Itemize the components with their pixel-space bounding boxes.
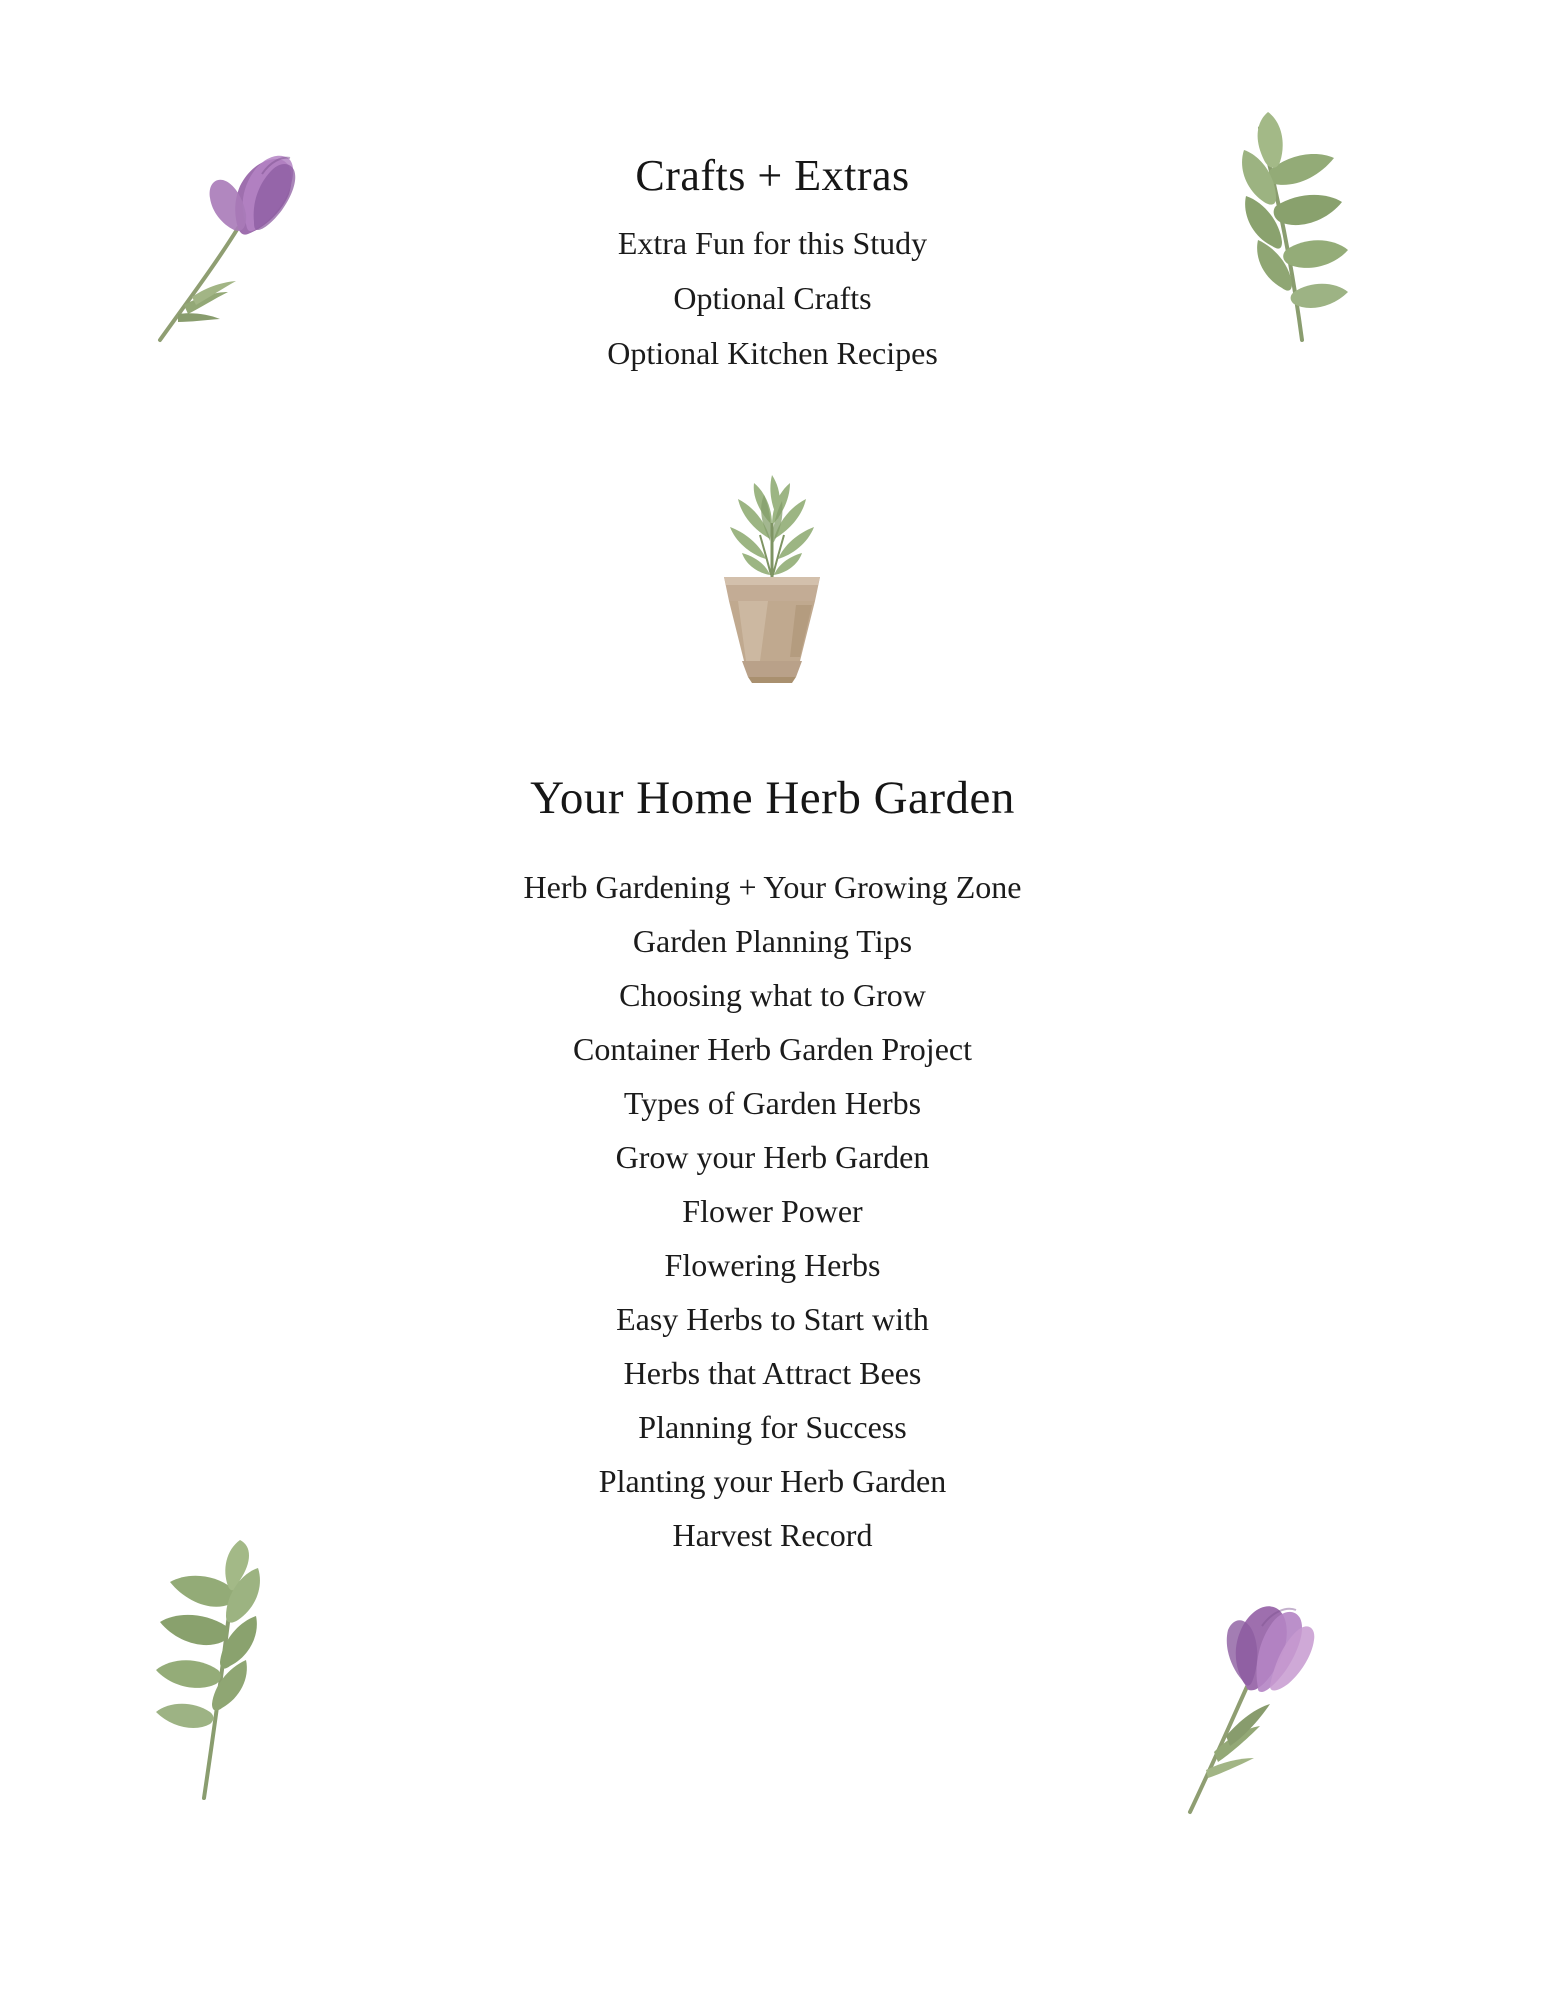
herb-garden-section xyxy=(0,770,1545,1562)
herb-garden-list-item: Easy Herbs to Start with xyxy=(616,1301,929,1337)
herb-garden-list-item: Grow your Herb Garden xyxy=(615,1139,930,1175)
herb-garden-list-item: Garden Planning Tips xyxy=(632,923,913,959)
crafts-section-title: Crafts + Extras xyxy=(635,151,910,200)
herb-garden-list-item: Herb Gardening + Your Growing Zone xyxy=(523,869,1022,905)
purple-flower-illustration xyxy=(1170,1540,1350,1820)
crafts-list-item: Extra Fun for this Study xyxy=(617,225,928,261)
herb-garden-list-item: Flower Power xyxy=(682,1193,863,1229)
herb-garden-section-title: Your Home Herb Garden xyxy=(530,772,1015,824)
crafts-list-item: Optional Kitchen Recipes xyxy=(607,335,938,371)
potted-herb-illustration xyxy=(672,465,872,715)
herb-garden-list-item: Harvest Record xyxy=(672,1517,873,1553)
herb-garden-list-item: Choosing what to Grow xyxy=(619,977,926,1013)
herb-garden-list-item: Herbs that Attract Bees xyxy=(623,1355,922,1391)
green-leaf-sprig-illustration xyxy=(140,1540,340,1810)
crafts-section xyxy=(0,150,1545,381)
herb-garden-list-item: Planting your Herb Garden xyxy=(598,1463,947,1499)
herb-garden-list-item: Types of Garden Herbs xyxy=(623,1085,922,1121)
herb-garden-list-item: Flowering Herbs xyxy=(664,1247,881,1283)
herb-garden-list-item: Planning for Success xyxy=(638,1409,907,1445)
crafts-list-item: Optional Crafts xyxy=(673,280,872,316)
herb-garden-list-item: Container Herb Garden Project xyxy=(573,1031,972,1067)
